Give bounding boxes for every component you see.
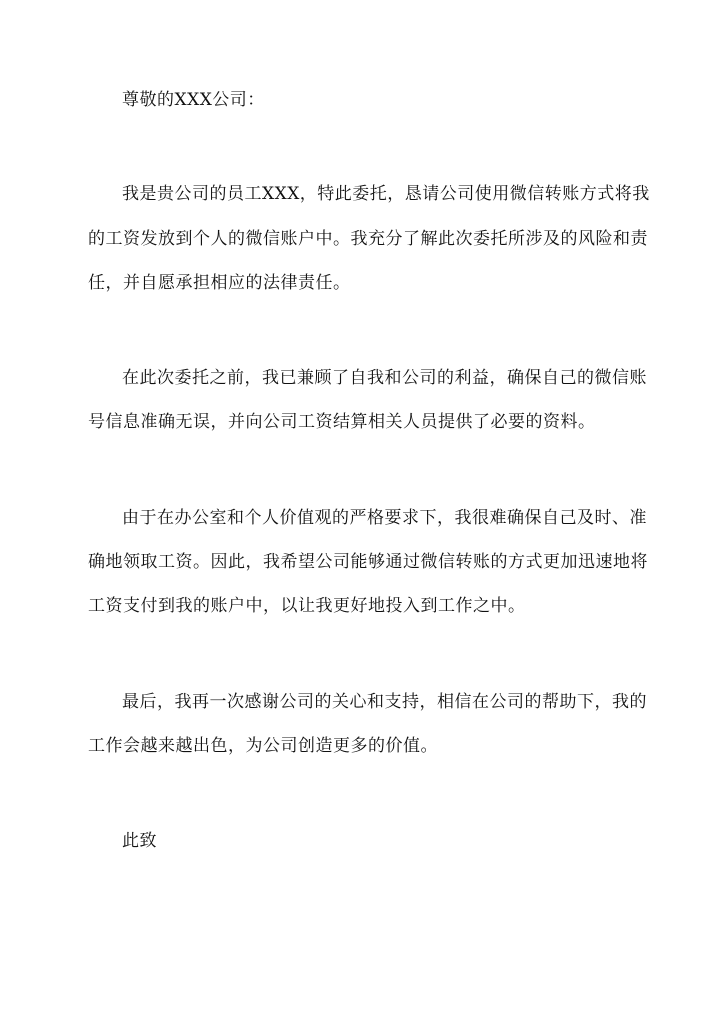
paragraph-line: 我是贵公司的员工XXX，特此委托，恳请公司使用微信转账方式将我	[122, 184, 650, 204]
paragraph-line: 最后，我再一次感谢公司的关心和支持，相信在公司的帮助下，我的	[122, 692, 647, 712]
paragraph-line: 工资支付到我的账户中，以让我更好地投入到工作之中。	[88, 596, 526, 616]
closing: 此致	[122, 831, 157, 851]
paragraph-line: 任，并自愿承担相应的法律责任。	[88, 273, 351, 293]
paragraph-line: 确地领取工资。因此，我希望公司能够通过微信转账的方式更加迅速地将	[88, 552, 648, 572]
paragraph-line: 在此次委托之前，我已兼顾了自我和公司的利益，确保自己的微信账	[122, 368, 647, 388]
paragraph-line: 由于在办公室和个人价值观的严格要求下，我很难确保自己及时、准	[122, 508, 647, 528]
paragraph-line: 号信息准确无误，并向公司工资结算相关人员提供了必要的资料。	[88, 412, 596, 432]
salutation: 尊敬的XXX公司：	[122, 90, 265, 110]
paragraph-line: 的工资发放到个人的微信账户中。我充分了解此次委托所涉及的风险和责	[88, 229, 648, 249]
paragraph-line: 工作会越来越出色，为公司创造更多的价值。	[88, 736, 438, 756]
